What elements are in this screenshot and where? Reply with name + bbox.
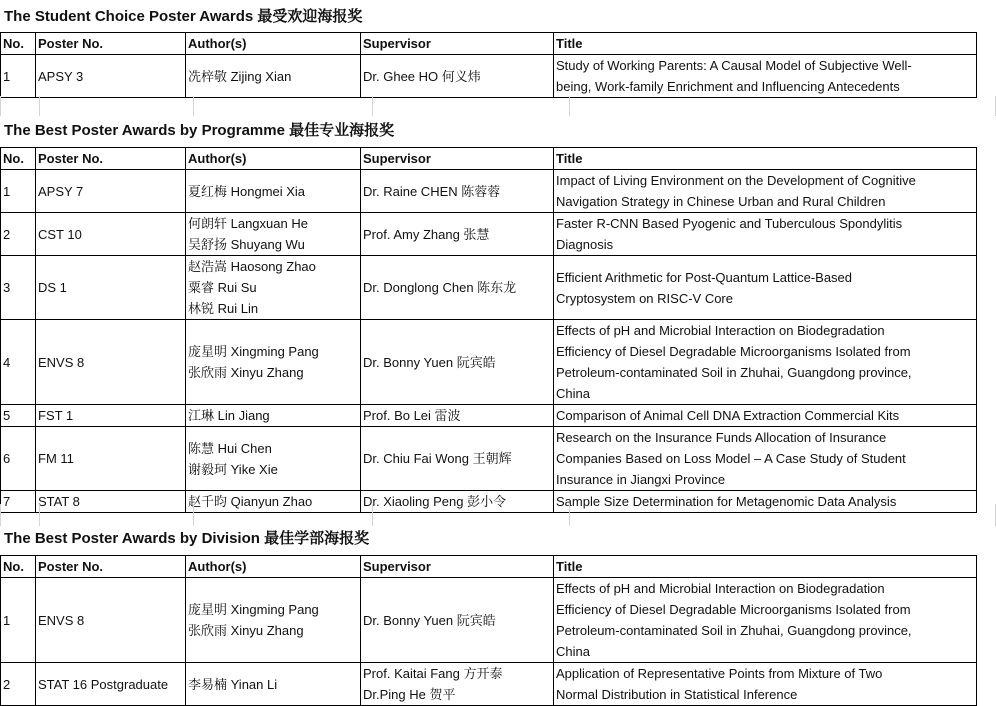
author-line: 赵千昀 Qianyun Zhao [188,494,313,509]
header-no: No. [1,33,36,55]
title-line: Sample Size Determination for Metagenomic Data Analysis [556,494,897,509]
author-line: 张欣雨 Xinyu Zhang [188,623,304,638]
header-supervisor: Supervisor [361,33,554,55]
author-line: 张欣雨 Xinyu Zhang [188,365,304,380]
cell-title [554,427,977,491]
header-supervisor: Supervisor [361,148,554,170]
title-line: Insurance in Jiangxi Province [556,472,726,487]
supervisor-line: Dr. Bonny Yuen 阮宾皓 [363,354,496,370]
section-title-by-division: The Best Poster Awards by Division 最佳学部海报奖 [4,530,370,547]
title-line: Application of Representative Points from Mixture of Two [556,666,883,681]
cell-title [554,320,977,405]
table-row [1,427,977,491]
header-no: No. [1,556,36,578]
table-student-choice [0,32,977,98]
supervisor-line: Dr.Ping He 贺平 [363,687,456,702]
cell-authors [186,405,361,427]
cell-poster-no: FST 1 [36,405,186,427]
header-title: Title [554,556,977,578]
table-row [1,405,977,427]
cell-supervisor [361,320,554,405]
supervisor-line: Prof. Bo Lei 雷波 [363,408,461,423]
title-line: Effects of pH and Microbial Interaction on Biodegradation [556,323,885,338]
title-line: Petroleum-contaminated Soil in Zhuhai, Guangdong province, [556,623,912,638]
author-line: 林锐 Rui Lin [188,301,259,316]
cell-supervisor [361,55,554,98]
cell-poster-no: APSY 7 [36,170,186,213]
author-line: 庞星明 Xingming Pang [188,344,319,359]
table-row [1,256,977,320]
cell-authors [186,427,361,491]
supervisor-line: Dr. Raine CHEN 陈蓉蓉 [363,183,501,199]
cell-supervisor [361,578,554,663]
author-line: 李易楠 Yinan Li [188,676,278,692]
author-line: 庞星明 Xingming Pang [188,602,319,617]
header-poster-no: Poster No. [36,148,186,170]
cell-title [554,256,977,320]
table-by-programme [0,147,977,513]
cell-poster-no: ENVS 8 [36,578,186,663]
title-line: Normal Distribution in Statistical Inference [556,687,798,702]
title-line: Faster R-CNN Based Pyogenic and Tuberculous Spondylitis [556,216,903,231]
supervisor-line: Dr. Bonny Yuen 阮宾皓 [363,612,496,628]
header-row [1,556,977,578]
header-row [1,33,977,55]
cell-supervisor [361,170,554,213]
cell-no: 1 [1,55,36,98]
supervisor-line: Prof. Amy Zhang 张慧 [363,226,490,242]
table-row [1,213,977,256]
author-line: 吴舒扬 Shuyang Wu [188,237,305,252]
title-line: being, Work-family Enrichment and Influencing Antecedents [556,79,900,94]
cell-title [554,55,977,98]
header-authors: Author(s) [186,33,361,55]
title-line: Efficiency of Diesel Degradable Microorganisms Isolated from [556,602,911,617]
header-no: No. [1,148,36,170]
cell-no: 3 [1,256,36,320]
title-line: Impact of Living Environment on the Development of Cognitive [556,173,916,188]
cell-authors [186,578,361,663]
title-line: Research on the Insurance Funds Allocation of Insurance [556,430,887,445]
cell-supervisor [361,405,554,427]
cell-authors [186,663,361,706]
title-line: Petroleum-contaminated Soil in Zhuhai, Guangdong province, [556,365,912,380]
cell-poster-no: CST 10 [36,213,186,256]
cell-title [554,213,977,256]
table-row [1,55,977,98]
cell-supervisor [361,663,554,706]
supervisor-line: Dr. Donglong Chen 陈东龙 [363,280,517,295]
author-line: 谢毅珂 Yike Xie [188,461,278,477]
header-row [1,148,977,170]
cell-poster-no: FM 11 [36,427,186,491]
table-row [1,578,977,663]
title-line: Efficiency of Diesel Degradable Microorganisms Isolated from [556,344,911,359]
cell-title [554,663,977,706]
header-title: Title [554,148,977,170]
header-authors: Author(s) [186,556,361,578]
cell-authors [186,55,361,98]
title-line: Cryptosystem on RISC-V Core [556,290,733,306]
cell-no: 6 [1,427,36,491]
cell-no: 1 [1,170,36,213]
author-line: 冼梓敬 Zijing Xian [188,68,292,84]
header-supervisor: Supervisor [361,556,554,578]
supervisor-line: Dr. Ghee HO 何义炜 [363,68,481,84]
supervisor-line: Dr. Chiu Fai Wong 王朝辉 [363,451,512,466]
cell-no: 7 [1,491,36,513]
cell-supervisor [361,256,554,320]
author-line: 何朗轩 Langxuan He [188,216,308,231]
cell-authors [186,170,361,213]
cell-poster-no: DS 1 [36,256,186,320]
table-row [1,663,977,706]
header-title: Title [554,33,977,55]
header-poster-no: Poster No. [36,33,186,55]
cell-poster-no: ENVS 8 [36,320,186,405]
title-line: China [556,644,590,659]
author-line: 夏红梅 Hongmei Xia [188,183,306,199]
title-line: China [556,386,590,401]
table-row [1,320,977,405]
header-authors: Author(s) [186,148,361,170]
cell-no: 2 [1,663,36,706]
author-line: 陈慧 Hui Chen [188,440,272,456]
section-title-student-choice: The Student Choice Poster Awards 最受欢迎海报奖 [4,8,363,25]
header-poster-no: Poster No. [36,556,186,578]
title-line: Effects of pH and Microbial Interaction on Biodegradation [556,581,885,596]
title-line: Efficient Arithmetic for Post-Quantum Lattice-Based [556,269,853,285]
title-line: Diagnosis [556,237,614,252]
spacer-row [0,504,996,526]
cell-supervisor [361,427,554,491]
cell-title [554,578,977,663]
cell-no: 5 [1,405,36,427]
cell-supervisor [361,213,554,256]
author-line: 粟睿 Rui Su [188,280,257,295]
title-line: Comparison of Animal Cell DNA Extraction Commercial Kits [556,408,900,423]
title-line: Companies Based on Loss Model – A Case Study of Student [556,451,906,466]
title-line: Study of Working Parents: A Causal Model of Subjective Well- [556,58,912,73]
cell-title [554,170,977,213]
cell-authors [186,213,361,256]
table-by-division [0,555,977,706]
supervisor-line: Dr. Xiaoling Peng 彭小令 [363,494,507,509]
cell-poster-no: STAT 8 [36,491,186,513]
cell-no: 1 [1,578,36,663]
cell-poster-no: APSY 3 [36,55,186,98]
spacer-row [0,96,996,116]
cell-title [554,405,977,427]
cell-poster-no: STAT 16 Postgraduate [36,663,186,706]
supervisor-line: Prof. Kaitai Fang 方开泰 [363,666,503,681]
cell-no: 2 [1,213,36,256]
author-line: 江琳 Lin Jiang [188,408,270,423]
cell-authors [186,256,361,320]
section-title-by-programme: The Best Poster Awards by Programme 最佳专业海报奖 [4,122,395,139]
author-line: 赵浩嵩 Haosong Zhao [188,259,316,274]
cell-no: 4 [1,320,36,405]
table-row [1,170,977,213]
cell-authors [186,320,361,405]
title-line: Navigation Strategy in Chinese Urban and Rural Children [556,194,886,209]
